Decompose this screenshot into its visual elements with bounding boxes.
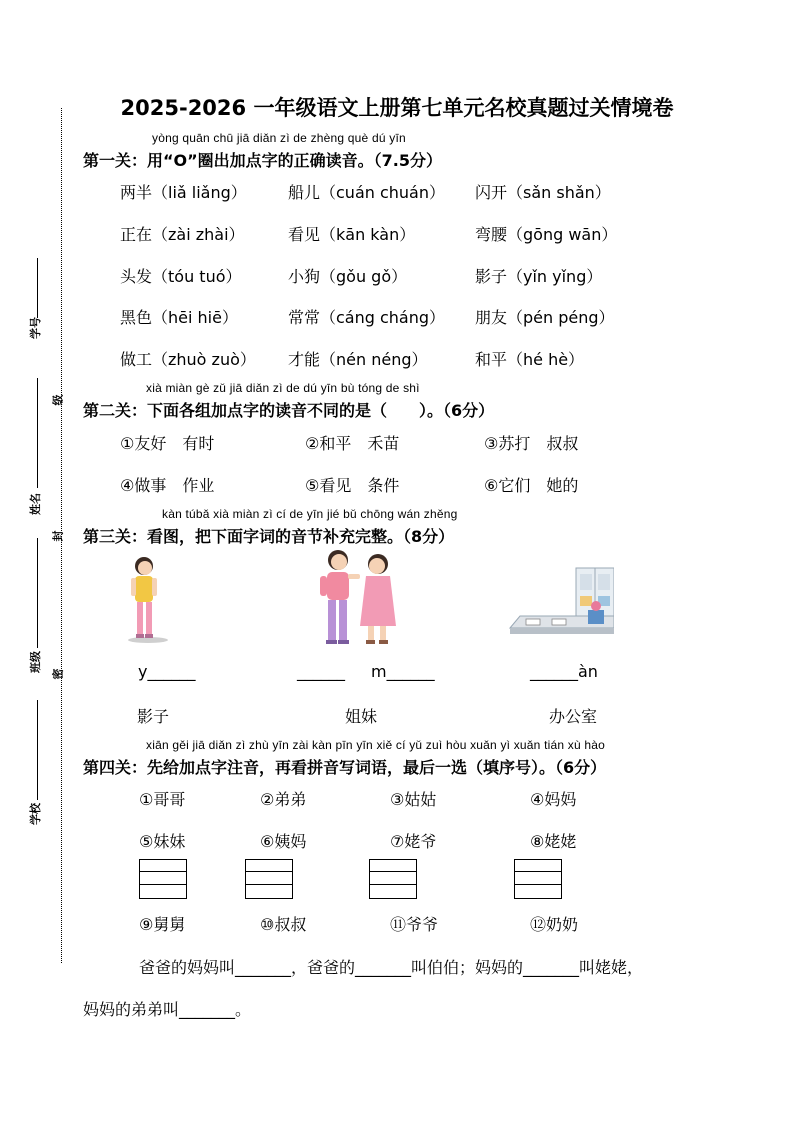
sec2-item: ⑤看见 条件 — [305, 476, 400, 495]
student-id-label: 学号 — [29, 317, 42, 339]
sisters-picture — [312, 546, 404, 650]
sec3-word: 姐妹 — [345, 707, 378, 726]
sec1-item: 船儿（cuán chuán） — [288, 183, 445, 202]
sec1-item: 闪开（sǎn shǎn） — [475, 183, 611, 202]
sec1-item: 才能（nén néng） — [288, 350, 428, 369]
sec3-blank-mei[interactable]: m______ — [371, 662, 435, 681]
sec4-item: ⑪爷爷 — [390, 915, 439, 934]
sec4-item: ①哥哥 — [139, 790, 186, 809]
sec2-item: ④做事 作业 — [120, 476, 215, 495]
seal-label-3: 密 — [51, 668, 65, 680]
pinyin-writing-box[interactable] — [245, 859, 293, 899]
sec2-item: ①友好 有时 — [120, 434, 215, 453]
sec1-pinyin: yòng quān chū jiā diǎn zì de zhèng què dú yīn — [152, 131, 406, 145]
seal-label-2: 封 — [51, 530, 65, 542]
pinyin-writing-box[interactable] — [139, 859, 187, 899]
page-title: 2025-2026 一年级语文上册第七单元名校真题过关情境卷 — [120, 96, 674, 120]
student-id-line — [37, 258, 38, 318]
sec4-item: ⑨舅舅 — [139, 915, 186, 934]
sec2-item: ③苏打 叔叔 — [484, 434, 579, 453]
sec4-item: ②弟弟 — [260, 790, 307, 809]
school-label: 学校 — [29, 803, 42, 825]
name-label: 姓名 — [29, 493, 42, 515]
sec4-fill-line-1[interactable]: 爸爸的妈妈叫_______，爸爸的_______叫伯伯；妈妈的_______叫姥姥， — [139, 958, 644, 977]
sec1-item: 小狗（gǒu gǒ） — [288, 267, 408, 286]
sec4-item: ⑤妹妹 — [139, 832, 186, 851]
sec4-item: ⑧姥姥 — [530, 832, 577, 851]
sec3-blank-yingzi[interactable]: y______ — [138, 662, 196, 681]
sec2-item: ②和平 禾苗 — [305, 434, 400, 453]
pinyin-writing-box[interactable] — [514, 859, 562, 899]
name-line — [37, 378, 38, 488]
sec1-heading: 第一关：用“O”圈出加点字的正确读音。（7.5分） — [83, 151, 442, 170]
sec4-item: ⑥姨妈 — [260, 832, 307, 851]
pinyin-writing-box[interactable] — [369, 859, 417, 899]
sec1-item: 正在（zài zhài） — [120, 225, 245, 244]
class-label: 班级 — [29, 651, 42, 673]
sec3-blank-jie[interactable]: ______ — [297, 662, 345, 681]
sec4-item: ③姑姑 — [390, 790, 437, 809]
sec1-item: 头发（tóu tuó） — [120, 267, 242, 286]
sec4-fill-line-2[interactable]: 妈妈的弟弟叫_______。 — [83, 1000, 252, 1019]
sec3-heading: 第三关：看图，把下面字词的音节补充完整。（8分） — [83, 527, 455, 546]
sec4-item: ⑫奶奶 — [530, 915, 579, 934]
sec1-item: 和平（hé hè） — [475, 350, 585, 369]
sec4-heading: 第四关：先给加点字注音，再看拼音写词语，最后一选（填序号）。（6分） — [83, 758, 607, 777]
sec1-item: 弯腰（gōng wān） — [475, 225, 618, 244]
sec1-item: 影子（yǐn yǐng） — [475, 267, 603, 286]
sec1-item: 黑色（hēi hiē） — [120, 308, 238, 327]
sec4-item: ⑩叔叔 — [260, 915, 307, 934]
sec3-blank-ban[interactable]: ______àn — [530, 662, 598, 681]
school-line — [37, 700, 38, 800]
girl-shadow-picture — [118, 552, 178, 648]
sec1-item: 做工（zhuò zuò） — [120, 350, 256, 369]
sec4-pinyin: xiān gěi jiā diǎn zì zhù yīn zài kàn pīn yīn xiě cí yǔ zuì hòu xuǎn yì xuǎn tián xù hào — [146, 738, 605, 752]
sec2-pinyin: xià miàn gè zǔ jiā diǎn zì de dú yīn bù tóng de shì — [146, 381, 420, 395]
sec1-item: 朋友（pén péng） — [475, 308, 615, 327]
seal-label: 级 — [51, 394, 65, 406]
sec3-pinyin: kàn túbǎ xià miàn zì cí de yīn jié bǔ chōng wán zhěng — [162, 507, 458, 521]
sec3-word: 办公室 — [549, 707, 598, 726]
sec4-item: ⑦姥爷 — [390, 832, 437, 851]
sec1-item: 常常（cáng cháng） — [288, 308, 446, 327]
sec1-item: 两半（liǎ liǎng） — [120, 183, 247, 202]
sec3-word: 影子 — [137, 707, 170, 726]
sec1-item: 看见（kān kàn） — [288, 225, 416, 244]
sec2-heading: 第二关：下面各组加点字的读音不同的是（ ）。（6分） — [83, 401, 495, 420]
sec2-item: ⑥它们 她的 — [484, 476, 579, 495]
office-picture — [508, 566, 614, 642]
sec4-item: ④妈妈 — [530, 790, 577, 809]
class-line — [37, 538, 38, 648]
